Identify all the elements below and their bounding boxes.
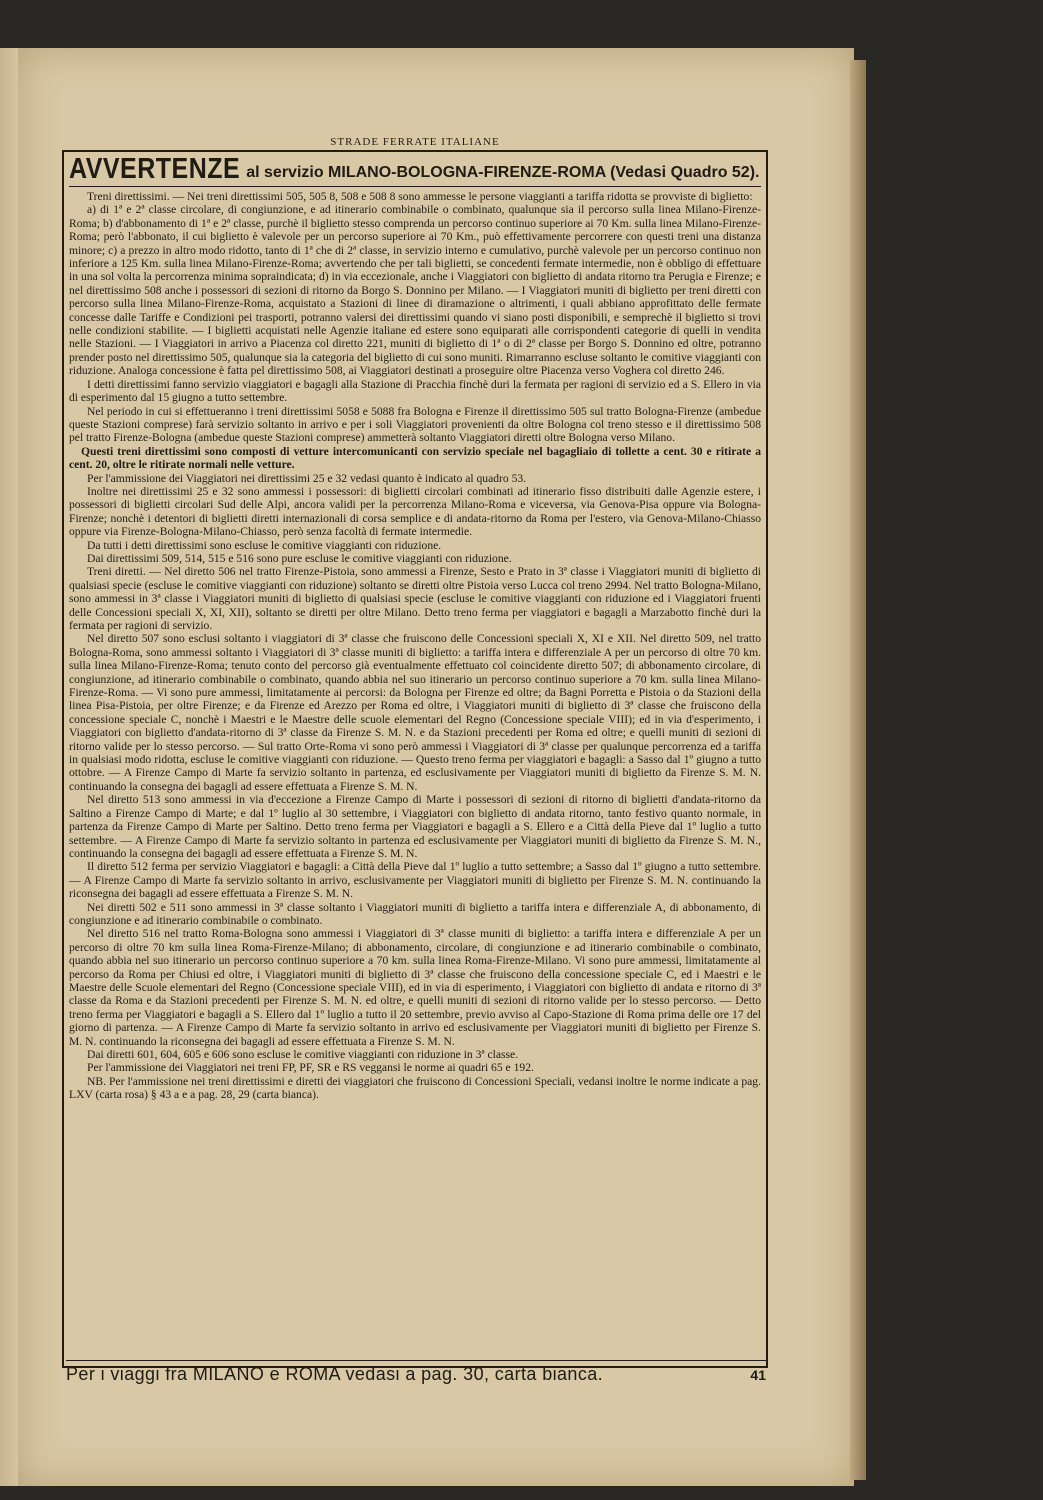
paragraph: a) di 1ª e 2ª classe circolare, di congiunzione, e ad itinerario combinabile o combinato, qualunque sia il percorso sulla linea Milano-Firenze-Roma; b) d'abbonamento di 1ª e 2ª classe, purchè il biglietto stesso comprenda un percorso continuo superiore ai 70 Km. sulla linea Milano-Firenze-Roma; però l'abbonato, il cui biglietto è valevole per un percorso superiore ai 70 Km., può effettivamente percorrere con questi treni una distanza minore; c) a prezzo in altro modo ridotto, tanto di 1ª che di 2ª classe, in servizio interno e cumulativo, purchè valevole per un percorso continuo non inferiore a 125 Km. sulla linea Milano-Firenze-Roma; avvertendo che per tali biglietti, se concedenti fermate intermedie, non è obbligo di effettuare in una sol volta la percorrenza minima sopraindicata; d) in via eccezionale, anche i Viaggiatori con biglietto di andata ritorno tra Perugia e Firenze; e nel direttissimo 508 anche i possessori di sezioni di ritorno da Borgo S. Donnino per Milano. — I Viaggiatori muniti di biglietto per treni diretti con percorso sulla linea Milano-Firenze-Roma, acquistato a Stazioni di linee di diramazione o altrimenti, i quali abbiano approfittato delle fermate concesse dalle Tariffe e Condizioni pei trasporti, potranno valersi dei direttissimi quando vi siano posti disponibili, e semprechè il biglietto si trovi nelle condizioni stabilite. — I biglietti acquistati nelle Agenzie italiane ed estere sono equiparati alle corrispondenti categorie di quelli in vendita nelle Stazioni. — I Viaggiatori in arrivo a Piacenza col diretto 221, muniti di biglietto di 1ª o di 2ª classe per Borgo S. Donnino ed oltre, potranno prender posto nel direttissimo 505, qualunque sia la categoria del biglietto di cui sono muniti. Rimarranno escluse soltanto le comitive viaggianti con riduzione. Analoga concessione è fatta pel direttissimo 508, ai Viaggiatori destinati a proseguire oltre Piacenza verso Voghera col diretto 246. <box>69 203 761 378</box>
paragraph: Inoltre nei direttissimi 25 e 32 sono ammessi i possessori: di biglietti circolari combinati ad itinerario fisso distribuiti dalle Agenzie estere, i possessori di biglietti circolari Sud delle Alpi, ancora validi per la percorrenza Milano-Roma e viceversa, via Genova-Pisa oppure via Bologna-Firenze; nonchè i detentori di biglietti diretti internazionali di corsa semplice e di andata-ritorno da Roma per l'estero, via Genova-Milano-Chiasso oppure via Firenze-Bologna-Milano-Chiasso, però senza facoltà di fermate intermedie. <box>69 484 761 539</box>
page-content <box>62 136 768 1336</box>
paragraph: Per l'ammissione dei Viaggiatori nei treni FP, PF, SR e RS veggansi le norme ai quadri 65 e 192. <box>87 1061 534 1075</box>
title-sub: al servizio MILANO-BOLOGNA-FIRENZE-ROMA (Vedasi Quadro 52). <box>246 164 760 181</box>
title-main: AVVERTENZE <box>69 152 241 186</box>
running-header: STRADE FERRATE ITALIANE <box>330 136 500 148</box>
paragraph: Nel periodo in cui si effettueranno i treni direttissimi 5058 e 5088 fra Bologna e Firenze il direttissimo 505 sul tratto Bologna-Firenze (ambedue queste Stazioni comprese) farà servizio soltanto in arrivo e per i soli Viaggiatori provenienti da oltre Bologna col treno stesso e il direttissimo 508 pel tratto Firenze-Bologna (ambedue queste Stazioni comprese) ammetterà soltanto Viaggiatori diretti oltre Bologna verso Milano. <box>69 404 761 445</box>
paragraph: Treni direttissimi. — Nei treni direttissimi 505, 505 8, 508 e 508 8 sono ammesse le persone viaggianti a tariffa ridotta se provviste di biglietto: <box>87 190 753 203</box>
paragraph: Nel diretto 516 nel tratto Roma-Bologna sono ammessi i Viaggiatori di 3ª classe muniti di biglietto: a tariffa intera e differenziale A per un percorso di oltre 70 km sulla linea Roma-Firenze-Milano; di abbonamento, circolare, di congiunzione e ad itinerario combinabile o combinato, quando abbia nel suo itinerario un percorso continuo superiore a 70 km. sulla linea Roma-Firenze-Milano. Vi sono pure ammessi, limitatamente al percorso da Roma per Chiusi ed oltre, i Viaggiatori muniti di biglietto di 3ª classe che fruiscono della concessione speciale C, ed i Maestri e le Maestre delle Scuole elementari del Regno (Concessione speciale VIII), ed in via di esperimento, i Viaggiatori con biglietto di andata e ritorno di 3ª classe da Roma e da Stazioni precedenti per Firenze S. M. N. ed oltre, e quelli muniti di sezioni di ritorno valide per lo stesso percorso. — Detto treno ferma per Viaggiatori e bagagli a S. Ellero dal 1º luglio a tutto il 20 settembre, previo avviso al Capo-Stazione di Roma prima delle ore 17 del giorno di partenza. — A Firenze Campo di Marte fa servizio soltanto in arrivo ed esclusivamente per Viaggiatori muniti di biglietto per Firenze S. M. N. continuando la riconsegna dei bagagli ad essere effettuata a Firenze S. M. N. <box>69 927 761 1048</box>
page-footer <box>66 1360 766 1385</box>
notice-body <box>69 190 761 1102</box>
paragraph: Da tutti i detti direttissimi sono escluse le comitive viaggianti con riduzione. <box>87 538 442 552</box>
paragraph: Treni diretti. — Nel diretto 506 nel tratto Firenze-Pistoia, sono ammessi a Firenze, Sesto e Prato in 3ª classe i Viaggiatori muniti di biglietto di qualsiasi specie (escluse le comitive viaggianti con riduzione) soltanto se diretti oltre Pistoia verso Lucca col treno 2994. Nel tratto Bologna-Milano, sono ammessi in 3ª classe i Viaggiatori muniti di biglietto di qualsiasi specie (escluse le comitive viaggianti con riduzione ed i Viaggiatori fruenti delle Concessioni speciali X, XI, XII), soltanto se diretti per oltre Milano. Detto treno ferma per viaggiatori e bagagli a Marzabotto finchè duri la fermata per ragioni di servizio. <box>69 565 761 632</box>
paragraph: Dai diretti 601, 604, 605 e 606 sono escluse le comitive viaggianti con riduzione in 3ª classe. <box>87 1048 519 1061</box>
paragraph-bold: Questi treni direttissimi sono composti di vetture intercomunicanti con servizio speciale nel bagagliaio di tollette a cent. 30 e ritirate a cent. 20, oltre le ritirate normali nelle vetture. <box>69 444 761 472</box>
notice-frame <box>62 150 768 1368</box>
notice-title <box>69 152 761 187</box>
paragraph: Nei diretti 502 e 511 sono ammessi in 3ª classe soltanto i Viaggiatori muniti di biglietto a tariffa intera e differenziale A, di abbonamento, di congiunzione e ad itinerario combinabile o combinato. <box>69 900 761 927</box>
book-spine <box>850 60 866 1480</box>
paragraph: Il diretto 512 ferma per servizio Viaggiatori e bagagli: a Città della Pieve dal 1º luglio a tutto settembre; a Sasso dal 1º giugno a tutto settembre. — A Firenze Campo di Marte fa servizio soltanto in arrivo, esclusivamente per Viaggiatori muniti di biglietto per Firenze S. M. N. continuando la riconsegna dei bagagli ad essere effettuata a Firenze S. M. N. <box>69 860 761 901</box>
paragraph: Nel diretto 507 sono esclusi soltanto i viaggiatori di 3ª classe che fruiscono delle Concessioni speciali X, XI e XII. Nel diretto 509, nel tratto Bologna-Roma, sono ammessi soltanto i Viaggiatori di 3ª classe muniti di biglietto: a tariffa intera e differenziale A per un percorso di oltre 70 km. sulla linea Milano-Firenze-Roma; tenuto conto del percorso già eventualmente effettuato col coincidente diretto 507; di abbonamento circolare, di congiunzione, ad itinerario combinabile o combinato, quando abbia nel suo itinerario un percorso continuo superiore a 70 km. sulla linea Milano-Firenze-Roma. — Vi sono pure ammessi, limitatamente ai percorsi: da Bologna per Firenze ed oltre; da Bagni Porretta e Pistoia o da Stazioni della linea Pisa-Pistoia, per oltre Firenze; e da Firenze ed Arezzo per Roma ed oltre, i Viaggiatori muniti di biglietto di 3ª classe che fruiscono della concessione speciale C, nonchè i Maestri e le Maestre delle scuole elementari del Regno (Concessione speciale VIII); ed in via d'esperimento, i Viaggiatori con biglietto d'andata-ritorno di 3ª classe da Firenze S. M. N. e da Stazioni precedenti per Roma ed oltre; e quelli muniti di sezioni di ritorno valide per lo stesso percorso. — Sul tratto Orte-Roma vi sono però ammessi i Viaggiatori di 3ª classe per qualunque percorrenza ed a tariffa in qualsiasi modo ridotta, escluse le comitive viaggianti con riduzione. — Questo treno ferma per viaggiatori e bagagli: a Sasso dal 1º giugno a tutto ottobre. — A Firenze Campo di Marte fa servizio soltanto in partenza, ed esclusivamente per Viaggiatori muniti di biglietto da Firenze S. M. N. continuando la consegna dei bagagli ad essere effettuata a Firenze S. M. N. <box>69 632 761 793</box>
page-number: 41 <box>750 1367 766 1383</box>
paragraph: Per l'ammissione dei Viaggiatori nei direttissimi 25 e 32 vedasi quanto è indicato al quadro 53. <box>87 471 527 485</box>
paragraph-nb: NB. Per l'ammissione nei treni direttissimi e diretti dei viaggiatori che fruiscono di Concessioni Speciali, vedansi inoltre le norme indicate a pag. LXV (carta rosa) § 43 a e a pag. 28, 29 (carta bianca). <box>69 1074 761 1102</box>
footer-note: Per i viaggi fra MILANO e ROMA vedasi a pag. 30, carta bianca. <box>66 1364 604 1384</box>
paragraph: I detti direttissimi fanno servizio viaggiatori e bagagli alla Stazione di Pracchia finchè duri la fermata per ragioni di servizio ed a S. Ellero in via di esperimento dal 15 giugno a tutto settembre. <box>69 377 761 405</box>
paragraph: Dai direttissimi 509, 514, 515 e 516 sono pure escluse le comitive viaggianti con riduzione. <box>87 551 512 565</box>
paragraph: Nel diretto 513 sono ammessi in via d'eccezione a Firenze Campo di Marte i possessori di sezioni di ritorno di biglietti d'andata-ritorno da Saltino a Firenze Campo di Marte; e dal 1º luglio al 30 settembre, i Viaggiatori con biglietto di andata ritorno, tanto festivo quanto normale, in partenza da Firenze Campo di Marte per Saltino. Detto treno ferma per Viaggiatori e bagagli a S. Ellero e a Città della Pieve dal 1º luglio a tutto settembre. — A Firenze Campo di Marte fa servizio soltanto in partenza ed esclusivamente per Viaggiatori muniti di biglietto da Firenze S. M. N., continuando la consegna dei bagagli ad essere effettuata a Firenze S. M. N. <box>69 793 761 860</box>
